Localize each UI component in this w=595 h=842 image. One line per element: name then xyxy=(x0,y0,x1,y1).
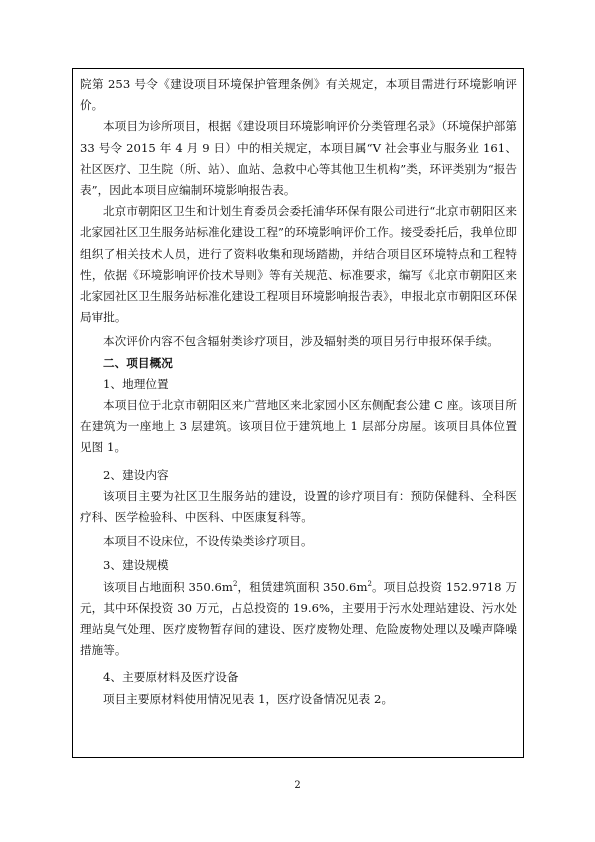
scale-text-part-3: 。项目总投资 152.9718 万元，其中环保投资 30 万元，占总投资的 19.6%，主要用于污水处理站建设、污水处理站臭气处理、医疗废物暂存间的建设、医疗废物处理、危险废物处理以及噪声降噪措施等。 xyxy=(80,579,518,658)
paragraph-location: 本项目位于北京市朝阳区来广营地区来北家园小区东侧配套公建 C 座。该项目所在建筑为一座地上 3 层建筑。该项目位于建筑地上 1 层部分房屋。该项目具体位置见图 1。 xyxy=(80,398,517,455)
superscript-1: 2 xyxy=(232,579,238,588)
paragraph-materials-equipment: 项目主要原材料使用情况见表 1，医疗设备情况见表 2。 xyxy=(103,691,394,706)
superscript-2: 2 xyxy=(367,579,373,588)
paragraph-no-beds: 本项目不设床位，不设传染类诊疗项目。 xyxy=(103,534,313,549)
subheading-construction-content: 2、建设内容 xyxy=(103,467,169,482)
page-number: 2 xyxy=(294,780,301,791)
paragraph-scale xyxy=(80,577,517,662)
document-body xyxy=(80,74,517,710)
scale-text-part-1: 该项目占地面积 350.6m xyxy=(103,579,233,594)
paragraph-construction-content: 该项目主要为社区卫生服务站的建设，设置的诊疗项目有：预防保健科、全科医疗科、医学检验科、中医科、中医康复科等。 xyxy=(80,488,517,525)
subheading-scale: 3、建设规模 xyxy=(103,558,169,573)
paragraph-commission: 北京市朝阳区卫生和计划生育委员会委托浦华环保有限公司进行“北京市朝阳区来北家园社区卫生服务站标准化建设工程”的环境影响评价工作。接受委托后，我单位即组织了相关技术人员，进行了资料收集和现场踏勘，并结合项目区环境特点和工程特性，依据《环境影响评价技术导则》等有关规范、标准要求，编写《北京市朝阳区来北家园社区卫生服务站标准化建设工程项目环境影响报告表》，申报北京市朝阳区环保局审批。 xyxy=(80,204,517,325)
paragraph-regulation-reference: 院第 253 号令《建设项目环境保护管理条例》有关规定，本项目需进行环境影响评价。 xyxy=(80,77,517,113)
subheading-location: 1、地理位置 xyxy=(103,376,169,391)
subheading-materials-equipment: 4、主要原材料及医疗设备 xyxy=(103,670,239,685)
paragraph-classification: 本项目为诊所项目，根据《建设项目环境影响评价分类管理名录》（环境保护部第 33 号令 2015 年 4 月 9 日）中的相关规定，本项目属“V 社会事业与服务业 161、社区医疗、卫生院（所、站）、血站、急救中心等其他卫生机构”类，环评类别为“报告表”，因此本项目应编制环境影响报告表。 xyxy=(80,119,517,198)
section-heading-project-overview: 二、项目概况 xyxy=(103,355,173,370)
paragraph-scope-note: 本次评价内容不包含辐射类诊疗项目，涉及辐射类的项目另行申报环保手续。 xyxy=(103,334,499,349)
scale-text-part-2: ，租赁建筑面积 350.6m xyxy=(237,579,368,594)
